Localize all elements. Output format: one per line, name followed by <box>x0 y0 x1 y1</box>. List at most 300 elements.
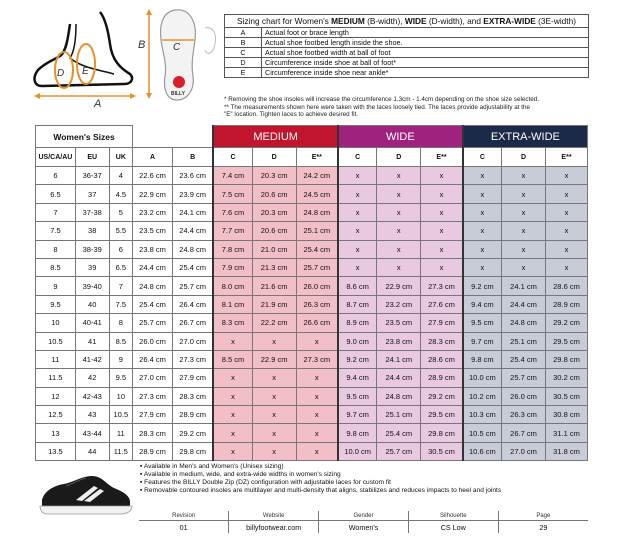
size-cell: x <box>252 387 296 405</box>
size-cell: 26.4 cm <box>133 350 173 368</box>
size-cell: x <box>545 203 587 221</box>
billy-logo-icon <box>173 76 185 88</box>
legend-desc: Actual foot or brace length <box>262 28 589 38</box>
size-cell: 28.3 cm <box>421 332 463 350</box>
size-cell: 10 <box>109 387 133 405</box>
size-row <box>36 424 588 442</box>
size-cell: 43 <box>75 406 109 424</box>
size-cell: 37-38 <box>75 203 109 221</box>
size-cell: 9.8 cm <box>338 424 377 442</box>
feature-bullet: ▪ Available in medium, wide, and extra-wide widths in women's sizing <box>140 471 501 479</box>
footer-value: 29 <box>539 522 548 532</box>
column-header: E** <box>421 148 463 167</box>
insole-diagram <box>135 6 225 102</box>
size-cell: x <box>463 222 502 240</box>
chart-title: Sizing chart for Women's MEDIUM (B-width), WIDE (D-width), and EXTRA-WIDE (3E-width) <box>225 15 589 28</box>
size-cell: x <box>377 222 421 240</box>
size-cell: 21.0 cm <box>252 240 296 258</box>
size-cell: x <box>252 442 296 460</box>
size-row <box>36 406 588 424</box>
size-cell: 26.7 cm <box>172 314 213 332</box>
size-cell: 24.1 cm <box>377 350 421 368</box>
size-cell: 27.9 cm <box>133 406 173 424</box>
size-row <box>36 277 588 295</box>
footer-value: Women's <box>319 521 409 534</box>
size-row <box>36 222 588 240</box>
size-cell: 5 <box>109 203 133 221</box>
size-cell: 25.1 cm <box>377 406 421 424</box>
column-header: UK <box>109 148 133 167</box>
size-cell: 28.9 cm <box>133 442 173 460</box>
size-cell: 23.9 cm <box>172 185 213 203</box>
size-cell: 8.3 cm <box>213 314 252 332</box>
size-cell: 11 <box>109 424 133 442</box>
size-cell: x <box>296 369 338 387</box>
label-c: C <box>173 42 181 53</box>
size-cell: 23.6 cm <box>172 167 213 185</box>
size-cell: x <box>213 406 252 424</box>
size-cell: 9.4 cm <box>463 295 502 313</box>
size-cell: 25.4 cm <box>133 295 173 313</box>
size-cell: 7.9 cm <box>213 258 252 276</box>
size-cell: x <box>338 203 377 221</box>
size-cell: 13 <box>36 424 76 442</box>
size-cell: 22.9 cm <box>252 350 296 368</box>
size-cell: 27.3 cm <box>133 387 173 405</box>
size-cell: x <box>213 369 252 387</box>
legend-key: E <box>225 68 262 78</box>
size-cell: 40-41 <box>75 314 109 332</box>
arrow-b-top <box>146 9 152 15</box>
size-cell: 28.9 cm <box>172 406 213 424</box>
size-cell: x <box>545 222 587 240</box>
size-cell: 7 <box>36 203 76 221</box>
size-cell: 20.3 cm <box>252 167 296 185</box>
size-cell: x <box>338 185 377 203</box>
note-1: * Removing the shoe insoles will increase the circumference 1.3cm - 1.4cm depending on the shoe size selected. <box>224 96 540 103</box>
size-cell: 8.7 cm <box>338 295 377 313</box>
size-cell: x <box>463 240 502 258</box>
size-cell: 8.5 cm <box>213 350 252 368</box>
size-cell: 29.2 cm <box>545 314 587 332</box>
size-cell: 23.5 cm <box>377 314 421 332</box>
feature-bullets <box>140 463 501 495</box>
size-cell: 9.2 cm <box>338 350 377 368</box>
size-cell: 28.3 cm <box>133 424 173 442</box>
label-e: E <box>82 66 89 77</box>
size-cell: 7.8 cm <box>213 240 252 258</box>
header-womens-sizes: Women's Sizes <box>36 126 133 148</box>
size-cell: 7 <box>109 277 133 295</box>
size-cell: 29.8 cm <box>545 350 587 368</box>
size-cell: 25.7 cm <box>296 258 338 276</box>
size-cell: 27.9 cm <box>172 369 213 387</box>
feature-bullet: ▪ Available in Men's and Women's (Unisex sizing) <box>140 463 501 471</box>
size-cell: 38-39 <box>75 240 109 258</box>
size-row <box>36 369 588 387</box>
size-cell: 10.0 cm <box>338 442 377 460</box>
size-cell: 26.3 cm <box>296 295 338 313</box>
size-cell: 23.8 cm <box>133 240 173 258</box>
size-row <box>36 314 588 332</box>
legend-key: D <box>225 58 262 68</box>
size-cell: 23.2 cm <box>133 203 173 221</box>
size-cell: 10.3 cm <box>463 406 502 424</box>
size-cell: x <box>502 185 546 203</box>
size-cell: 37 <box>75 185 109 203</box>
size-cell: 36-37 <box>75 167 109 185</box>
size-cell: 9.2 cm <box>463 277 502 295</box>
size-cell: x <box>463 185 502 203</box>
size-cell: 9 <box>109 350 133 368</box>
size-cell: 30.5 cm <box>421 442 463 460</box>
size-cell: 25.7 cm <box>502 369 546 387</box>
size-cell: 25.4 cm <box>296 240 338 258</box>
size-cell: 21.9 cm <box>252 295 296 313</box>
size-cell: 20.6 cm <box>252 185 296 203</box>
size-cell: 4.5 <box>109 185 133 203</box>
size-cell: 40 <box>75 295 109 313</box>
size-row <box>36 332 588 350</box>
size-cell: 25.7 cm <box>377 442 421 460</box>
size-cell: 9.5 cm <box>463 314 502 332</box>
size-cell: x <box>545 167 587 185</box>
column-header: US/CA/AU <box>36 148 76 167</box>
column-header: EU <box>75 148 109 167</box>
size-row <box>36 240 588 258</box>
size-cell: 11.5 <box>109 442 133 460</box>
size-cell: x <box>502 240 546 258</box>
size-cell: 26.4 cm <box>172 295 213 313</box>
size-cell: x <box>502 203 546 221</box>
size-cell: 26.3 cm <box>502 406 546 424</box>
size-cell: x <box>502 222 546 240</box>
size-cell: x <box>545 185 587 203</box>
size-cell: 7.7 cm <box>213 222 252 240</box>
size-cell: 12 <box>36 387 76 405</box>
size-cell: 11.5 <box>36 369 76 387</box>
size-cell: x <box>338 240 377 258</box>
size-cell: x <box>338 222 377 240</box>
size-row <box>36 203 588 221</box>
size-cell: x <box>213 332 252 350</box>
legend-desc: Circumference inside shoe at ball of foot* <box>262 58 589 68</box>
header-spacer <box>133 126 214 148</box>
size-cell: 4 <box>109 167 133 185</box>
size-cell: 10 <box>36 314 76 332</box>
legend-key: C <box>225 48 262 58</box>
footer-value: CS Low <box>408 521 498 534</box>
size-cell: 24.1 cm <box>502 277 546 295</box>
size-cell: 25.7 cm <box>133 314 173 332</box>
legend-row <box>225 38 589 48</box>
size-cell: x <box>213 387 252 405</box>
size-cell: 22.6 cm <box>133 167 173 185</box>
size-cell: 28.9 cm <box>545 295 587 313</box>
feature-bullet: ▪ Removable contoured insoles are multilayer and multi-density that aligns, stabilizes and reduces impacts to heel and joints <box>140 487 501 495</box>
shoe-upper <box>42 476 130 506</box>
size-cell: 24.4 cm <box>172 222 213 240</box>
footer-label: Website <box>229 511 319 521</box>
size-cell: 39-40 <box>75 277 109 295</box>
size-cell: 24.8 cm <box>172 240 213 258</box>
footer-label: Page <box>498 511 588 521</box>
notes <box>224 96 594 119</box>
size-cell: x <box>296 424 338 442</box>
size-cell: 9.8 cm <box>463 350 502 368</box>
size-cell: 9.7 cm <box>463 332 502 350</box>
size-cell: 24.4 cm <box>502 295 546 313</box>
footer-label: Gender <box>319 511 409 521</box>
size-cell: x <box>377 203 421 221</box>
header-wide: WIDE <box>338 126 463 148</box>
size-cell: x <box>421 258 463 276</box>
note-2: ** The measurements shown here were taken with the laces loosely tied. The laces provide adjustability at the <box>224 103 531 111</box>
size-cell: 43-44 <box>75 424 109 442</box>
size-cell: 23.8 cm <box>377 332 421 350</box>
size-cell: x <box>252 406 296 424</box>
size-cell: 10.5 <box>36 332 76 350</box>
size-cell: x <box>213 442 252 460</box>
size-cell: 9.5 cm <box>338 387 377 405</box>
size-cell: 8 <box>36 240 76 258</box>
label-a: A <box>94 98 102 108</box>
size-cell: 22.2 cm <box>252 314 296 332</box>
size-cell: 29.8 cm <box>421 424 463 442</box>
size-cell: 10.5 cm <box>463 424 502 442</box>
size-cell: 20.6 cm <box>252 222 296 240</box>
size-cell: x <box>421 240 463 258</box>
size-cell: 42 <box>75 369 109 387</box>
size-cell: x <box>213 424 252 442</box>
size-cell: 27.3 cm <box>172 350 213 368</box>
size-cell: 6 <box>109 240 133 258</box>
size-cell: 30.5 cm <box>545 387 587 405</box>
label-b: B <box>138 39 146 51</box>
size-cell: 24.8 cm <box>296 203 338 221</box>
size-cell: 24.8 cm <box>377 387 421 405</box>
size-cell: x <box>421 222 463 240</box>
column-header: B <box>172 148 213 167</box>
size-cell: 13.5 <box>36 442 76 460</box>
size-cell: 11 <box>36 350 76 368</box>
size-cell: 9.5 <box>36 295 76 313</box>
size-cell: 29.2 cm <box>172 424 213 442</box>
size-cell: 7.5 <box>36 222 76 240</box>
size-cell: 29.8 cm <box>172 442 213 460</box>
size-cell: x <box>377 240 421 258</box>
size-cell: 22.9 cm <box>377 277 421 295</box>
size-cell: 9 <box>36 277 76 295</box>
footer-info <box>139 511 588 533</box>
size-cell: 8.0 cm <box>213 277 252 295</box>
shoe-image <box>36 470 134 518</box>
shoe-sole <box>40 506 132 514</box>
arrow-head-left <box>34 93 40 99</box>
size-cell: 23.5 cm <box>133 222 173 240</box>
size-cell: 30.8 cm <box>545 406 587 424</box>
size-cell: 26.7 cm <box>502 424 546 442</box>
size-cell: x <box>252 369 296 387</box>
size-cell: 27.6 cm <box>421 295 463 313</box>
legend-desc: Actual shoe footbed width at ball of foot <box>262 48 589 58</box>
legend-desc: Actual shoe footbed length inside the shoe. <box>262 38 589 48</box>
size-cell: 27.0 cm <box>133 369 173 387</box>
size-cell: 28.6 cm <box>545 277 587 295</box>
size-cell: x <box>296 442 338 460</box>
legend-table <box>224 14 589 78</box>
size-cell: 26.0 cm <box>296 277 338 295</box>
size-cell: x <box>545 240 587 258</box>
size-cell: 10.2 cm <box>463 387 502 405</box>
size-cell: 7.5 cm <box>213 185 252 203</box>
size-cell: 10.5 <box>109 406 133 424</box>
note-3: "E" location. Tighten laces to achieve desired fit. <box>224 111 358 119</box>
size-cell: 6.5 <box>36 185 76 203</box>
size-cell: x <box>421 203 463 221</box>
size-cell: 24.4 cm <box>377 369 421 387</box>
size-cell: 31.8 cm <box>545 442 587 460</box>
size-cell: x <box>252 424 296 442</box>
column-header: D <box>502 148 546 167</box>
legend-row <box>225 28 589 38</box>
size-cell: 8.6 cm <box>338 277 377 295</box>
size-cell: 7.6 cm <box>213 203 252 221</box>
footer-label: Silhouette <box>408 511 498 521</box>
size-cell: 9.0 cm <box>338 332 377 350</box>
size-cell: 23.2 cm <box>377 295 421 313</box>
size-cell: x <box>377 258 421 276</box>
size-cell: 9.4 cm <box>338 369 377 387</box>
legend-key: B <box>225 38 262 48</box>
size-cell: 25.4 cm <box>502 350 546 368</box>
column-header: D <box>252 148 296 167</box>
size-cell: 20.3 cm <box>252 203 296 221</box>
legend-key: A <box>225 28 262 38</box>
size-cell: 24.2 cm <box>296 167 338 185</box>
size-cell: 25.1 cm <box>296 222 338 240</box>
legend-row <box>225 58 589 68</box>
size-cell: 8.1 cm <box>213 295 252 313</box>
size-cell: 27.9 cm <box>421 314 463 332</box>
size-cell: 21.6 cm <box>252 277 296 295</box>
size-cell: x <box>421 185 463 203</box>
column-header: C <box>338 148 377 167</box>
size-cell: x <box>338 167 377 185</box>
size-row <box>36 350 588 368</box>
size-cell: 26.6 cm <box>296 314 338 332</box>
size-cell: 41 <box>75 332 109 350</box>
column-header: A <box>133 148 173 167</box>
footer-label: Revision <box>139 511 229 521</box>
size-row <box>36 442 588 460</box>
size-cell: 28.3 cm <box>172 387 213 405</box>
label-d: D <box>57 68 65 79</box>
size-cell: 25.4 cm <box>377 424 421 442</box>
size-cell: 25.1 cm <box>502 332 546 350</box>
size-cell: 27.3 cm <box>421 277 463 295</box>
column-header: E** <box>296 148 338 167</box>
column-header: E** <box>545 148 587 167</box>
size-row <box>36 258 588 276</box>
size-cell: x <box>296 406 338 424</box>
size-cell: 44 <box>75 442 109 460</box>
size-cell: 30.2 cm <box>545 369 587 387</box>
size-cell: x <box>377 167 421 185</box>
header-extra-wide: EXTRA-WIDE <box>463 126 588 148</box>
size-cell: 8.5 <box>109 332 133 350</box>
size-cell: 9.5 <box>109 369 133 387</box>
size-cell: 27.3 cm <box>296 350 338 368</box>
size-cell: 7.4 cm <box>213 167 252 185</box>
size-cell: 5.5 <box>109 222 133 240</box>
size-cell: x <box>252 332 296 350</box>
column-header: C <box>463 148 502 167</box>
size-cell: 38 <box>75 222 109 240</box>
size-row <box>36 167 588 185</box>
size-cell: 41-42 <box>75 350 109 368</box>
size-cell: 12.5 <box>36 406 76 424</box>
billy-logo-text: BILLY <box>171 91 185 97</box>
size-cell: 10.0 cm <box>463 369 502 387</box>
size-cell: 9.7 cm <box>338 406 377 424</box>
size-cell: 24.1 cm <box>172 203 213 221</box>
size-cell: 26.0 cm <box>502 387 546 405</box>
size-cell: 39 <box>75 258 109 276</box>
size-cell: 24.4 cm <box>133 258 173 276</box>
size-cell: x <box>338 258 377 276</box>
size-cell: 31.1 cm <box>545 424 587 442</box>
size-row <box>36 185 588 203</box>
size-cell: x <box>421 167 463 185</box>
size-row <box>36 295 588 313</box>
size-cell: x <box>502 167 546 185</box>
size-cell: x <box>463 167 502 185</box>
size-cell: 6 <box>36 167 76 185</box>
foot-measurement-diagram <box>30 8 140 108</box>
size-cell: 6.5 <box>109 258 133 276</box>
size-cell: 25.4 cm <box>172 258 213 276</box>
size-cell: 24.5 cm <box>296 185 338 203</box>
size-cell: 22.9 cm <box>133 185 173 203</box>
size-cell: x <box>377 185 421 203</box>
size-table <box>35 125 588 461</box>
arrow-b-bottom <box>146 93 152 99</box>
size-cell: 28.9 cm <box>421 369 463 387</box>
size-cell: x <box>463 203 502 221</box>
footer-value: billyfootwear.com <box>229 521 319 534</box>
size-cell: x <box>296 332 338 350</box>
size-cell: 26.0 cm <box>133 332 173 350</box>
size-cell: x <box>545 258 587 276</box>
size-cell: 7.5 <box>109 295 133 313</box>
shoe-toe-outline <box>205 28 216 54</box>
size-cell: 29.5 cm <box>545 332 587 350</box>
size-row <box>36 387 588 405</box>
size-cell: 28.6 cm <box>421 350 463 368</box>
legend-desc: Circumference inside shoe near ankle* <box>262 68 589 78</box>
size-cell: 42-43 <box>75 387 109 405</box>
size-cell: 8.5 <box>36 258 76 276</box>
size-cell: 29.5 cm <box>421 406 463 424</box>
size-cell: x <box>502 258 546 276</box>
size-cell: 10.6 cm <box>463 442 502 460</box>
size-cell: 24.8 cm <box>133 277 173 295</box>
size-cell: x <box>296 387 338 405</box>
feature-bullet: ▪ Features the BILLY Double Zip (DZ) configuration with adjustable laces for custom fit <box>140 479 501 487</box>
header-medium: MEDIUM <box>213 126 338 148</box>
size-cell: 29.2 cm <box>421 387 463 405</box>
